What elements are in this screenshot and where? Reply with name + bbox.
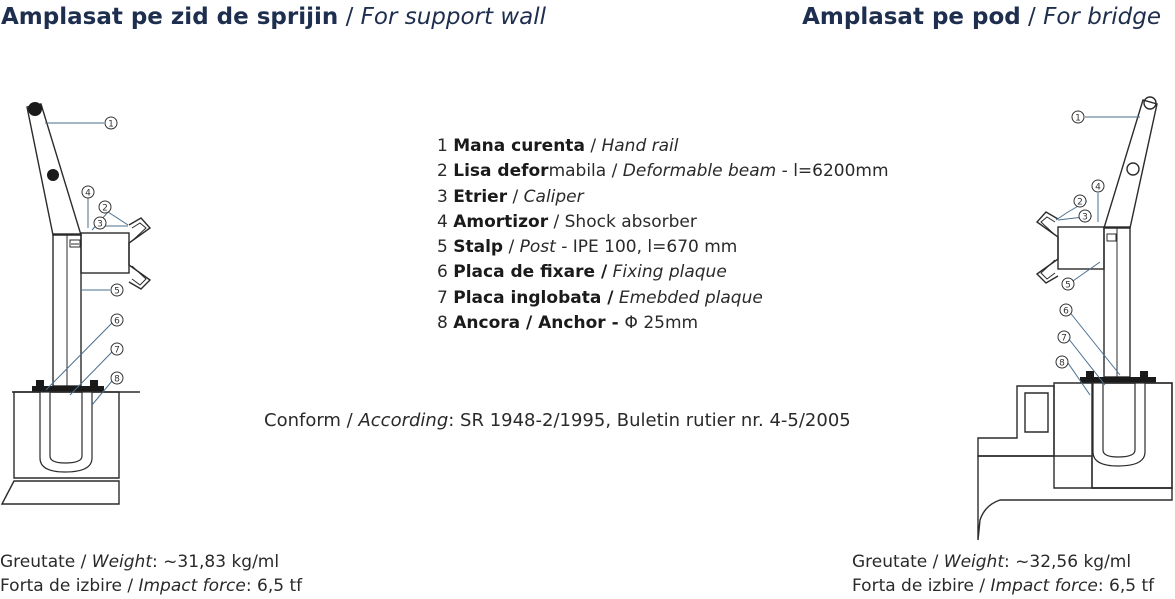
right-anchor <box>1093 383 1145 466</box>
callout <box>1058 331 1070 344</box>
left-rail-top-bolt <box>28 102 42 116</box>
parts-legend <box>437 134 889 336</box>
left-anchor <box>40 392 92 472</box>
spec-support-wall <box>0 550 302 598</box>
svg-text:8: 8 <box>1059 358 1065 369</box>
callout <box>1072 111 1084 124</box>
right-callouts <box>1056 111 1104 369</box>
callout <box>1060 304 1072 317</box>
callout <box>1074 195 1086 208</box>
right-rail-bolt <box>1127 163 1139 175</box>
legend-item: 7 Placa inglobata / Emebded plaque <box>437 287 763 308</box>
svg-text:3: 3 <box>97 219 103 230</box>
right-bridge-deck <box>978 386 1054 456</box>
legend-item: 5 Stalp / Post - IPE 100, l=670 mm <box>437 237 738 258</box>
callout <box>94 217 106 230</box>
callout <box>111 372 123 385</box>
left-drawing <box>2 102 150 504</box>
svg-text:3: 3 <box>1082 212 1088 223</box>
svg-text:6: 6 <box>1063 306 1069 317</box>
weight-line: Greutate / Weight: ~31,83 kg/ml <box>0 552 280 572</box>
header-support-wall: Amplasat pe zid de sprijin / For support wall <box>1 4 547 30</box>
legend-item: 6 Placa de fixare / Fixing plaque <box>437 262 727 283</box>
left-deformable-beam <box>129 218 150 289</box>
svg-text:1: 1 <box>108 119 114 130</box>
svg-text:7: 7 <box>114 345 120 356</box>
svg-text:4: 4 <box>85 188 91 199</box>
right-shock-absorber <box>1058 227 1104 269</box>
callout <box>111 314 123 327</box>
callout <box>1056 356 1068 369</box>
svg-text:5: 5 <box>114 286 120 297</box>
svg-text:4: 4 <box>1095 182 1101 193</box>
impact-force-line: Forta de izbire / Impact force: 6,5 tf <box>0 576 303 596</box>
legend-item: 1 Mana curenta / Hand rail <box>437 136 679 156</box>
header-bridge: Amplasat pe pod / For bridge <box>802 4 1161 30</box>
right-deformable-beam <box>1037 212 1058 283</box>
left-shock-absorber <box>81 233 129 273</box>
svg-text:2: 2 <box>102 203 108 214</box>
right-curb-block <box>1054 383 1172 488</box>
left-rail-bolt <box>47 169 59 181</box>
callout <box>1062 278 1074 291</box>
legend-item: 4 Amortizor / Shock absorber <box>437 211 697 232</box>
legend-item: 8 Ancora / Anchor - Φ 25mm <box>437 313 699 334</box>
impact-force-line: Forta de izbire / Impact force: 6,5 tf <box>852 576 1155 596</box>
callout <box>1079 210 1091 223</box>
legend-item: 3 Etrier / Caliper <box>437 186 584 207</box>
svg-text:1: 1 <box>1075 113 1081 124</box>
standard-reference: Conform / According: SR 1948-2/1995, Buletin rutier nr. 4-5/2005 <box>264 410 851 431</box>
spec-bridge <box>852 550 1154 598</box>
svg-text:8: 8 <box>114 374 120 385</box>
svg-text:2: 2 <box>1077 197 1083 208</box>
callout <box>82 186 94 199</box>
callout <box>1092 180 1104 193</box>
legend-item: 2 Lisa deformabila / Deformable beam - l=6200mm <box>437 161 889 182</box>
callout <box>111 284 123 297</box>
svg-text:7: 7 <box>1061 333 1067 344</box>
left-callouts <box>82 117 123 385</box>
callout <box>105 117 117 130</box>
svg-text:6: 6 <box>114 316 120 327</box>
weight-line: Greutate / Weight: ~32,56 kg/ml <box>852 552 1132 572</box>
callout <box>99 201 111 214</box>
right-drawing <box>978 97 1172 540</box>
callout <box>111 343 123 356</box>
svg-text:5: 5 <box>1065 280 1071 291</box>
